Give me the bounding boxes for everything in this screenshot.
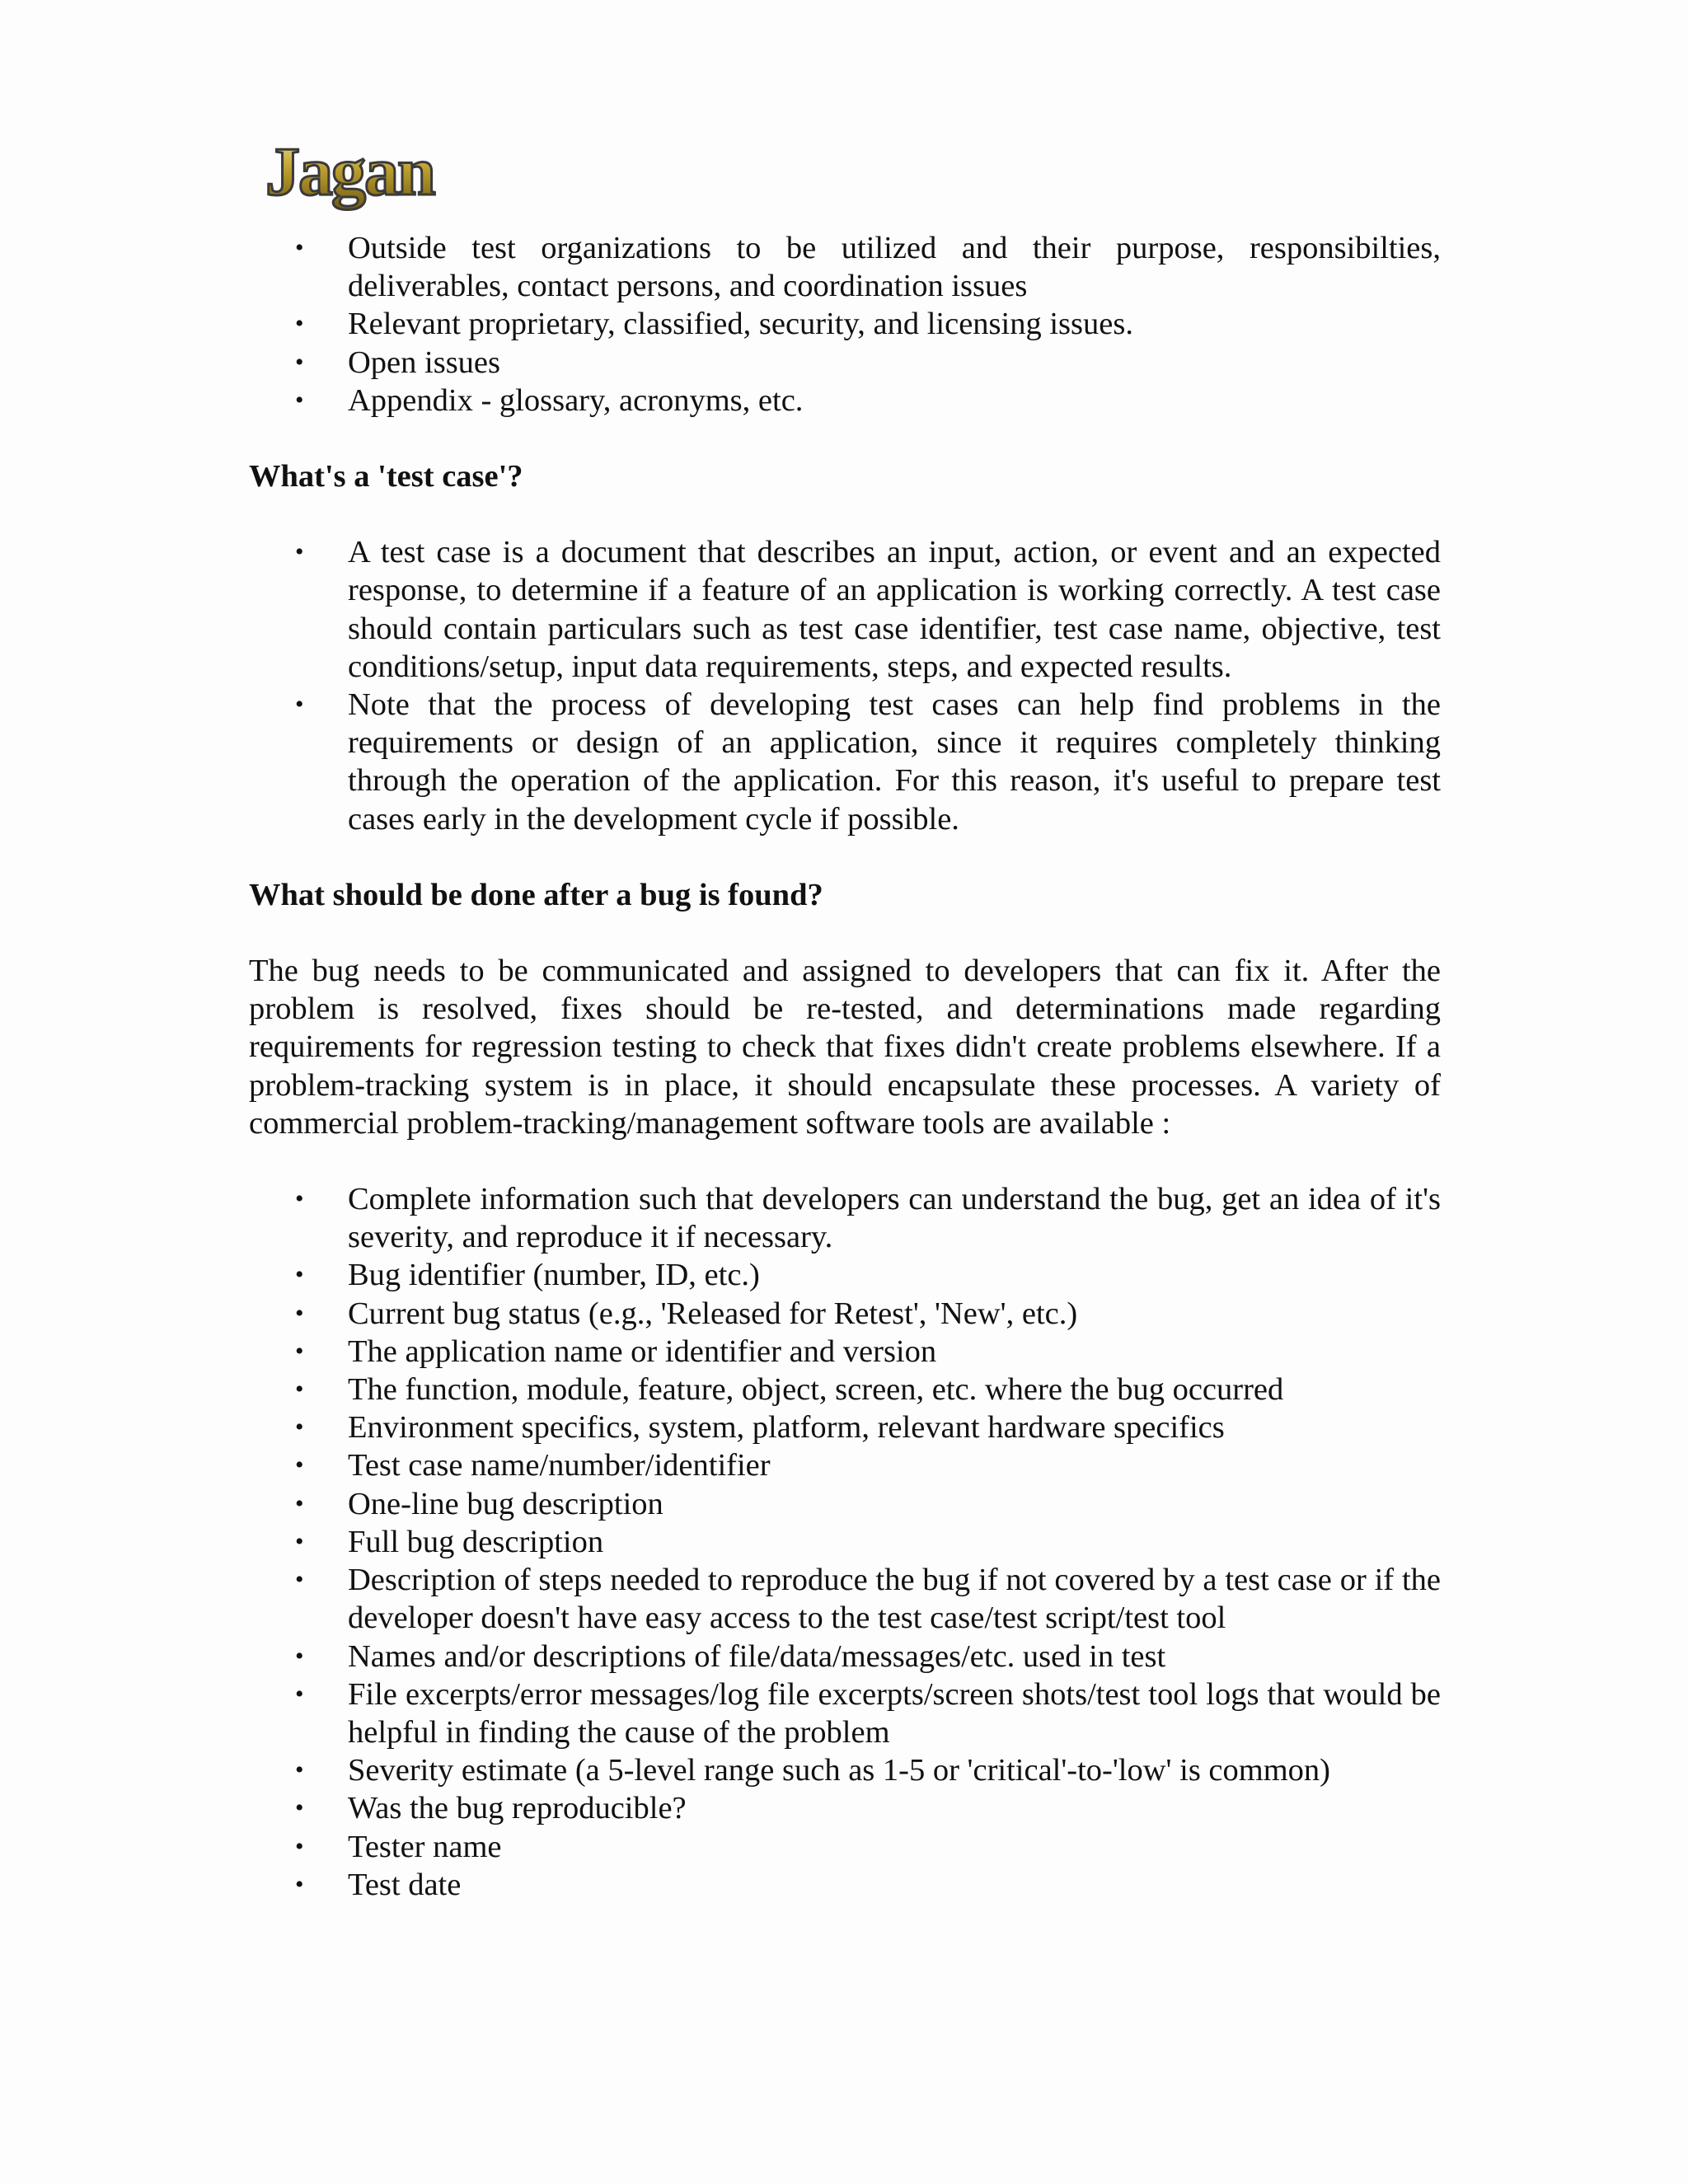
jagan-logo-graphic xyxy=(262,130,456,217)
document-body xyxy=(249,229,1441,1904)
spacer xyxy=(249,914,1441,952)
list-item: • Complete information such that developers can understand the bug, get an idea of it's severity, and reproduce it if necessary. xyxy=(249,1180,1441,1256)
list-item: • Description of steps needed to reproduce the bug if not covered by a test case or if the developer doesn't have easy access to the test case/test script/test tool xyxy=(249,1561,1441,1637)
list-item: • Test date xyxy=(249,1866,1441,1904)
list-item: • Outside test organizations to be utilized and their purpose, responsibilties, deliverables, contact persons, and coordination issues xyxy=(249,229,1441,305)
spacer xyxy=(249,838,1441,876)
list-item: • Open issues xyxy=(249,344,1441,382)
jagan-logo xyxy=(262,130,456,217)
list-item: • Full bug description xyxy=(249,1523,1441,1561)
spacer xyxy=(249,1142,1441,1180)
list-item: • The application name or identifier and version xyxy=(249,1333,1441,1371)
spacer xyxy=(249,495,1441,533)
bug-report-list xyxy=(249,1180,1441,1904)
list-item: • Was the bug reproducible? xyxy=(249,1789,1441,1827)
list-item: • Appendix - glossary, acronyms, etc. xyxy=(249,382,1441,419)
list-item: • Names and/or descriptions of file/data/messages/etc. used in test xyxy=(249,1638,1441,1675)
list-item: • A test case is a document that describes an input, action, or event and an expected response, to determine if a feature of an application is working correctly. A test case should contain particulars such as test case identifier, test case name, objective, test conditions/setup, input data requirements, steps, and expected results. xyxy=(249,533,1441,686)
list-item: • Current bug status (e.g., 'Released for Retest', 'New', etc.) xyxy=(249,1295,1441,1333)
plan-item-list xyxy=(249,229,1441,419)
spacer xyxy=(249,419,1441,457)
list-item: • Severity estimate (a 5-level range such as 1-5 or 'critical'-to-'low' is common) xyxy=(249,1751,1441,1789)
list-item: • Bug identifier (number, ID, etc.) xyxy=(249,1256,1441,1294)
test-case-list xyxy=(249,533,1441,838)
list-item: • Environment specifics, system, platform, relevant hardware specifics xyxy=(249,1408,1441,1446)
list-item: • Test case name/number/identifier xyxy=(249,1446,1441,1484)
logo-text: Jagan xyxy=(265,134,434,210)
list-item: • Relevant proprietary, classified, security, and licensing issues. xyxy=(249,305,1441,343)
list-item: • Tester name xyxy=(249,1828,1441,1866)
test-case-heading: What's a 'test case'? xyxy=(249,459,523,494)
list-item: • File excerpts/error messages/log file excerpts/screen shots/test tool logs that would be helpful in finding the cause of the problem xyxy=(249,1675,1441,1751)
bug-found-paragraph: The bug needs to be communicated and assigned to developers that can fix it. After the problem is resolved, fixes should be re-tested, and determinations made regarding requirements for regression testing to check that fixes didn't create problems elsewhere. If a problem-tracking system is in place, it should encapsulate these processes. A variety of commercial problem-tracking/management software tools are available : xyxy=(249,954,1441,1141)
list-item: • One-line bug description xyxy=(249,1485,1441,1523)
list-item: • Note that the process of developing test cases can help find problems in the requirements or design of an application, since it requires completely thinking through the operation of the application. For this reason, it's useful to prepare test cases early in the development cycle if possible. xyxy=(249,686,1441,838)
list-item: • The function, module, feature, object, screen, etc. where the bug occurred xyxy=(249,1371,1441,1408)
bug-found-heading: What should be done after a bug is found? xyxy=(249,877,823,912)
